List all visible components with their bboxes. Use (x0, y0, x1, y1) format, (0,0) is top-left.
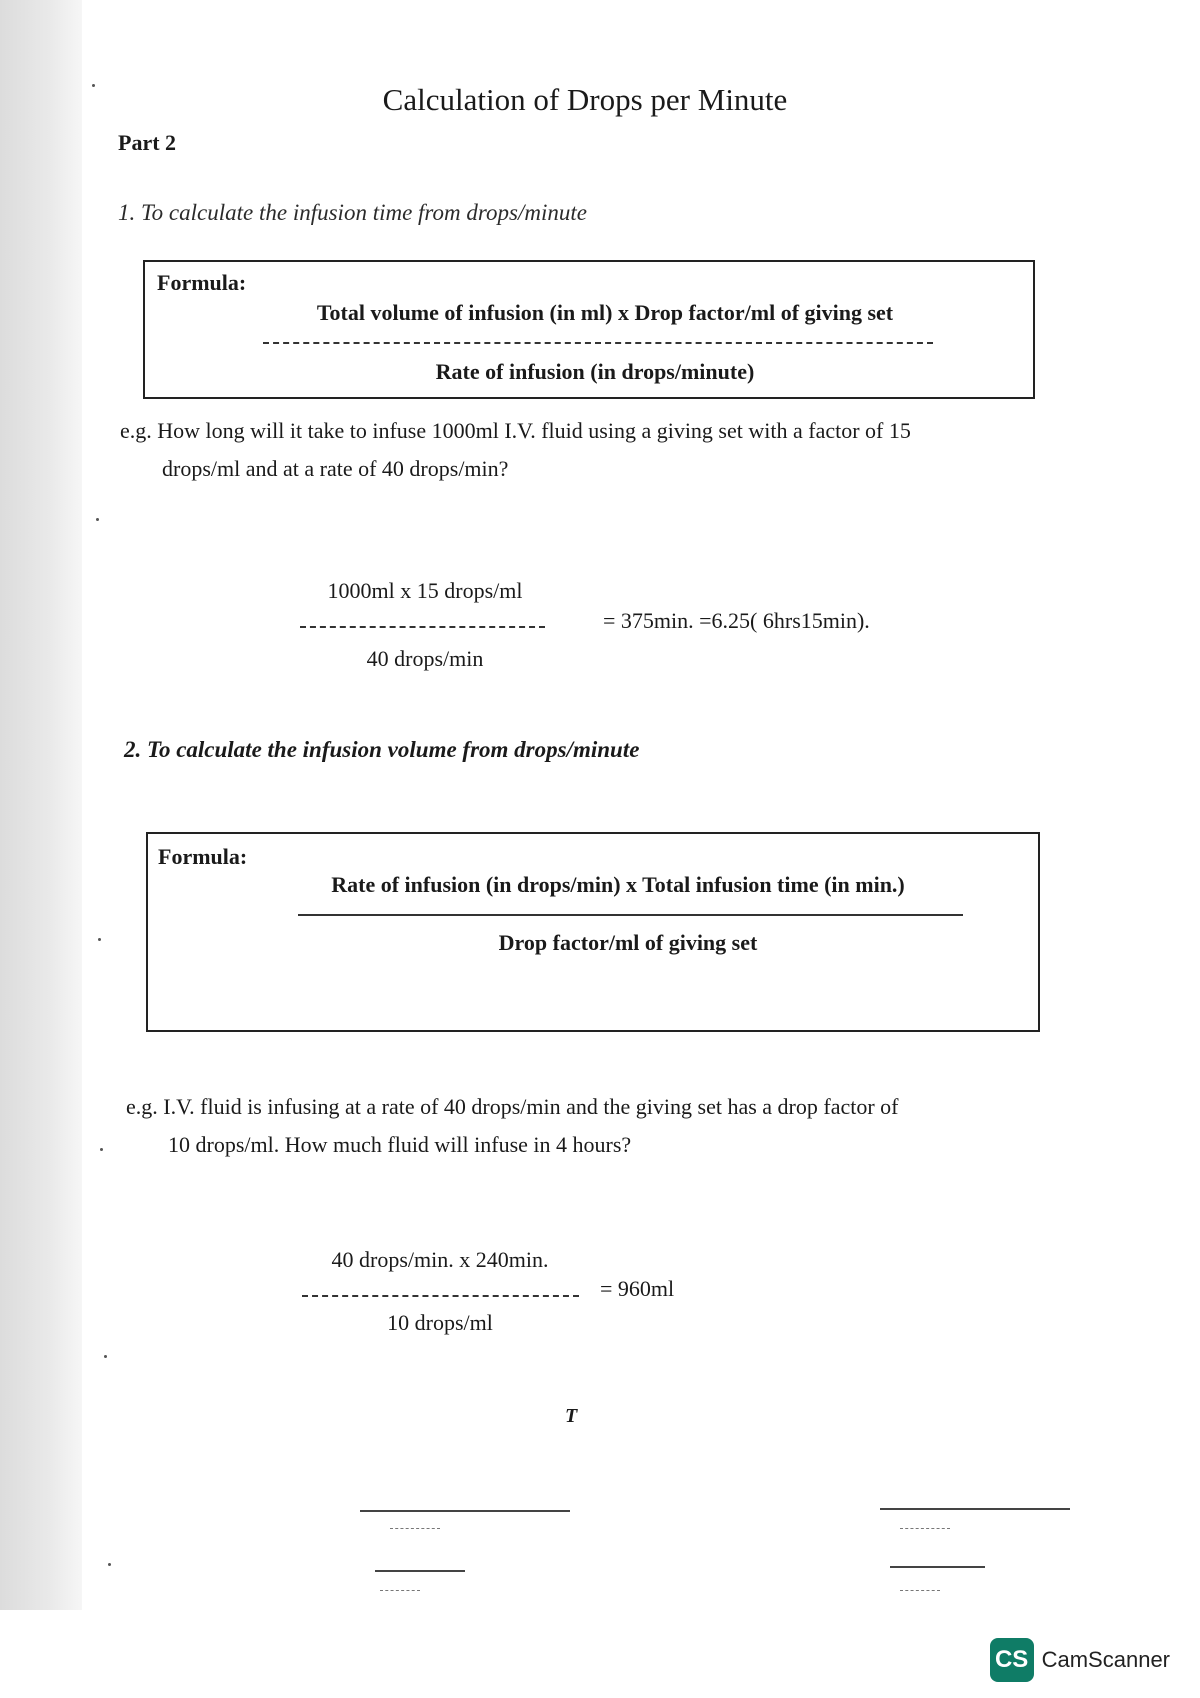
example-1-line1: e.g. How long will it take to infuse 1000ml I.V. fluid using a giving set with a factor of 15 (120, 418, 911, 443)
scan-artifact-line (900, 1528, 950, 1529)
formula-2-fraction-line (298, 914, 963, 916)
calc-1-numerator: 1000ml x 15 drops/ml (327, 578, 523, 603)
example-2-line1: e.g. I.V. fluid is infusing at a rate of 40 drops/min and the giving set has a drop factor of (126, 1094, 899, 1119)
scan-speck (108, 1563, 111, 1566)
formula-2-numerator: Rate of infusion (in drops/min) x Total infusion time (in min.) (331, 872, 905, 897)
calc-2-result: = 960ml (600, 1276, 675, 1301)
page-title: Calculation of Drops per Minute (382, 82, 788, 117)
scan-artifact-line (880, 1508, 1070, 1510)
example-1-line2: drops/ml and at a rate of 40 drops/min? (162, 456, 509, 481)
scan-speck (92, 84, 95, 87)
section2-heading: 2. To calculate the infusion volume from drops/minute (124, 737, 640, 762)
scan-artifact-line (390, 1528, 440, 1529)
camscanner-logo-icon: CS (990, 1638, 1034, 1682)
part-label: Part 2 (118, 130, 177, 155)
scan-artifact-line (380, 1590, 420, 1591)
calc-2-numerator: 40 drops/min. x 240min. (331, 1247, 549, 1272)
scan-speck (104, 1355, 107, 1358)
scan-shadow-edge (0, 0, 82, 1610)
calc-2-denominator: 10 drops/ml (387, 1310, 493, 1335)
camscanner-watermark (990, 1638, 1170, 1682)
scan-artifact-line (375, 1570, 465, 1572)
example-1-question (120, 412, 1080, 488)
scan-artifact-line (890, 1566, 985, 1568)
formula-1-denominator: Rate of infusion (in drops/minute) (435, 359, 755, 384)
formula-box-1 (143, 260, 1035, 399)
formula-box-2 (146, 832, 1040, 1032)
calc-1-denominator: 40 drops/min (366, 646, 484, 671)
calc-1-fraction-line (300, 626, 545, 628)
scan-speck (98, 938, 101, 941)
formula-1-numerator: Total volume of infusion (in ml) x Drop factor/ml of giving set (316, 300, 894, 325)
example-2-question (126, 1088, 1086, 1164)
formula-2-denominator: Drop factor/ml of giving set (498, 930, 758, 955)
calc-2-fraction-line (302, 1295, 579, 1297)
scan-speck (96, 518, 99, 521)
scan-artifact-line (360, 1510, 570, 1512)
scan-speck (100, 1148, 103, 1151)
camscanner-name: CamScanner (1041, 1647, 1170, 1672)
calc-1-result: = 375min. =6.25( 6hrs15min). (603, 608, 870, 633)
formula-label-2: Formula: (158, 844, 248, 869)
stray-mark: T (565, 1405, 578, 1427)
formula-1-fraction-line (263, 342, 933, 344)
example-2-line2: 10 drops/ml. How much fluid will infuse in 4 hours? (168, 1132, 632, 1157)
section1-heading: 1. To calculate the infusion time from drops/minute (118, 200, 587, 225)
formula-label-1: Formula: (157, 270, 247, 295)
scan-artifact-line (900, 1590, 940, 1591)
